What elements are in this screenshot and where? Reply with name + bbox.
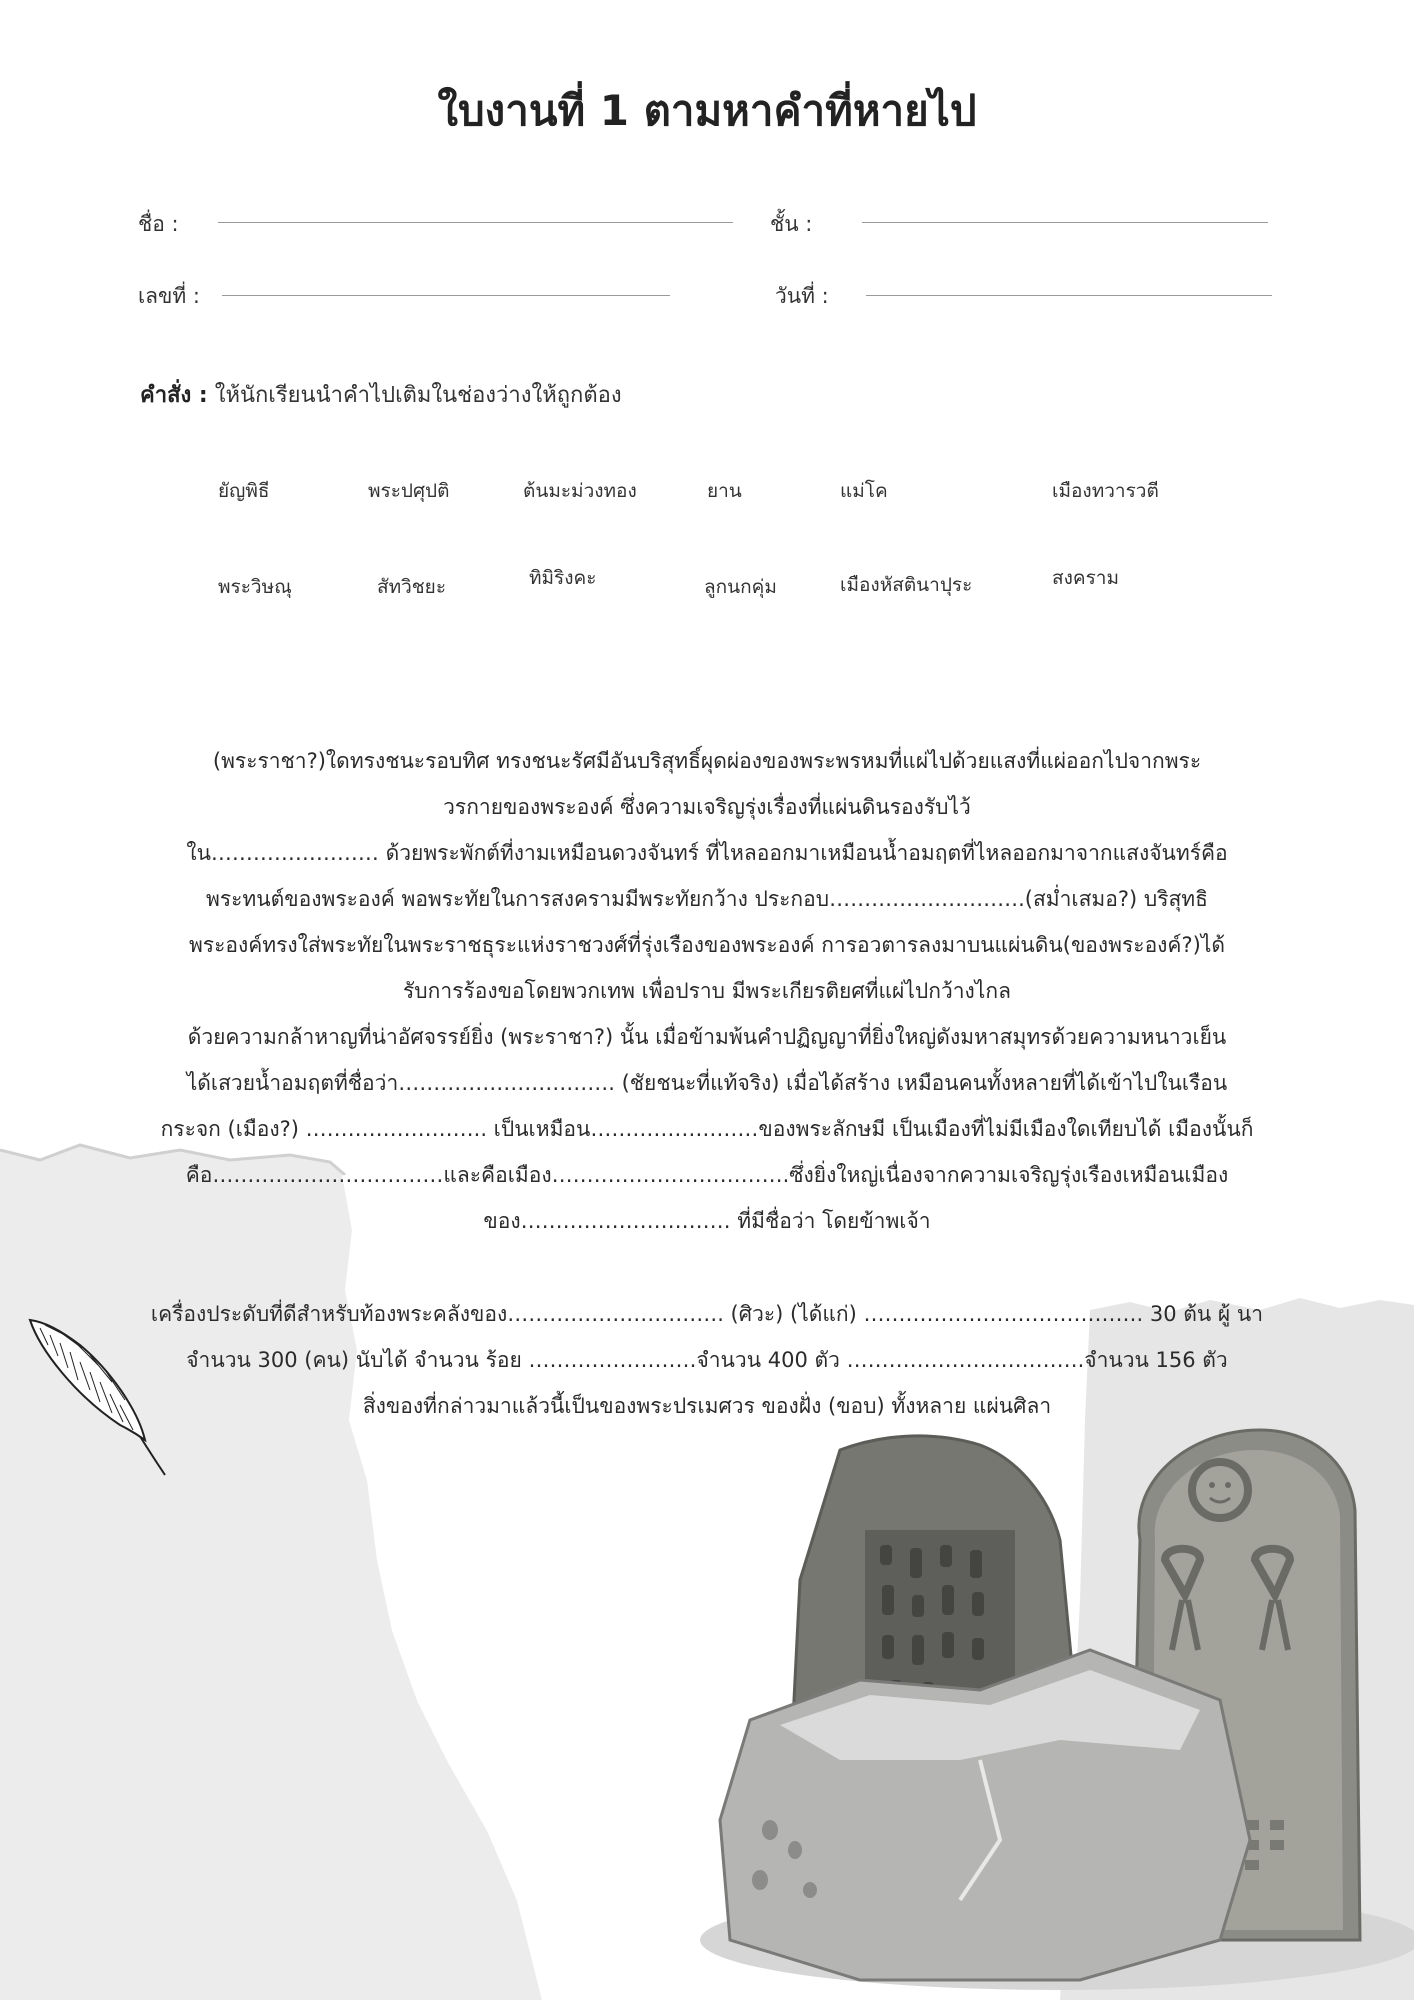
- passage-line: ได้เสวยน้ำอมฤตที่ชื่อว่า…………………………. (ชัยชนะที่แท้จริง) เมื่อได้สร้าง เหมือนคนทั้งหลายที่ได้เข้าไปในเรือน: [186, 1071, 1228, 1095]
- word-bank-item: พระปศุปติ: [368, 480, 450, 502]
- word-bank-item: ต้นมะม่วงทอง: [523, 480, 637, 502]
- number-field[interactable]: [222, 295, 670, 296]
- word-bank-item: เมืองทวารวตี: [1052, 480, 1159, 502]
- passage-line: พระองค์ทรงใส่พระทัยในพระราชธุระแห่งราชวงศ์ที่รุ่งเรืองของพระองค์ การอวตารลงมาบนแผ่นดิน(ของพระองค์?)ได้: [188, 933, 1226, 957]
- class-label: ชั้น :: [770, 212, 813, 236]
- name-field[interactable]: [218, 222, 733, 223]
- passage-line: กระจก (เมือง?) …………………….. เป็นเหมือน……………………ของพระลักษมี เป็นเมืองที่ไม่มีเมืองใดเทียบได้ เมืองนั้นก็: [160, 1117, 1254, 1141]
- word-bank-item: พระวิษณุ: [218, 576, 292, 598]
- instruction-text: ให้นักเรียนนำคำไปเติมในช่องว่างให้ถูกต้อง: [214, 383, 622, 408]
- instruction: [140, 377, 622, 412]
- date-label: วันที่ :: [775, 284, 829, 308]
- passage-main: [140, 738, 1274, 1244]
- passage-secondary: [140, 1291, 1274, 1429]
- stone-tablets-illustration: [660, 1420, 1414, 2000]
- passage-line: จำนวน 300 (คน) นับได้ จำนวน ร้อย ……………………จำนวน 400 ตัว …………………………….จำนวน 156 ตัว: [186, 1348, 1228, 1372]
- date-field[interactable]: [866, 295, 1272, 296]
- page-title: ใบงานที่ 1 ตามหาคำที่หายไป: [437, 86, 977, 135]
- passage-line: รับการร้องขอโดยพวกเทพ เพื่อปราบ มีพระเกียรติยศที่แผ่ไปกว้างไกล: [403, 979, 1011, 1003]
- word-bank-item: ลูกนกคุ่ม: [704, 576, 777, 598]
- passage-line: พระทนต์ของพระองค์ พอพระทัยในการสงครามมีพระทัยกว้าง ประกอบ……………………….(สม่ำเสมอ?) บริสุทธิ: [206, 887, 1208, 911]
- word-bank-item: เมืองหัสตินาปุระ: [840, 574, 973, 596]
- class-field[interactable]: [862, 222, 1268, 223]
- word-bank-item: แม่โค: [840, 480, 888, 502]
- number-label: เลขที่ :: [138, 284, 200, 308]
- word-bank-item: ยาน: [707, 480, 742, 502]
- name-label: ชื่อ :: [138, 212, 179, 236]
- feather-icon: [20, 1310, 180, 1490]
- passage-line: คือ……………………………และคือเมือง…………………………….ซึ่งยิ่งใหญ่เนื่องจากความเจริญรุ่งเรืองเหมือนเมือง: [185, 1163, 1229, 1187]
- passage-line: ด้วยความกล้าหาญที่น่าอัศจรรย์ยิ่ง (พระราชา?) นั้น เมื่อข้ามพ้นคำปฏิญญาที่ยิ่งใหญ่ดังมหาสมุทรด้วยความหนาวเย็น: [187, 1025, 1227, 1049]
- word-bank-item: ทิมิริงคะ: [529, 567, 597, 589]
- passage-line: สิ่งของที่กล่าวมาแล้วนี้เป็นของพระปรเมศวร ของฝั่ง (ขอบ) ทั้งหลาย แผ่นศิลา: [362, 1394, 1052, 1418]
- passage-line: (พระราชา?)ใดทรงชนะรอบทิศ ทรงชนะรัศมีอันบริสุทธิ์ผุดผ่องของพระพรหมที่แผ่ไปด้วยแสงที่แผ่ออกไปจากพระ: [212, 749, 1202, 773]
- passage-line: วรกายของพระองค์ ซึ่งความเจริญรุ่งเรื่องที่แผ่นดินรองรับไว้: [443, 795, 971, 819]
- word-bank-item: ยัญพิธี: [218, 480, 270, 502]
- word-bank-item: สงคราม: [1052, 567, 1119, 589]
- passage-line: ใน…………………… ด้วยพระพักต์ที่งามเหมือนดวงจันทร์ ที่ไหลออกมาเหมือนน้ำอมฤตที่ไหลออกมาจากแสงจันทร์คือ: [186, 841, 1228, 865]
- word-bank-item: สัทวิชยะ: [377, 576, 447, 598]
- instruction-label: คำสั่ง :: [140, 383, 208, 408]
- passage-line: ของ………………………… ที่มีชื่อว่า โดยข้าพเจ้า: [483, 1209, 931, 1233]
- passage-line: เครื่องประดับที่ดีสำหรับท้องพระคลังของ…………………………. (ศิวะ) (ได้แก่) …………………………………. 30 ต้น ผู้ นา: [150, 1302, 1264, 1326]
